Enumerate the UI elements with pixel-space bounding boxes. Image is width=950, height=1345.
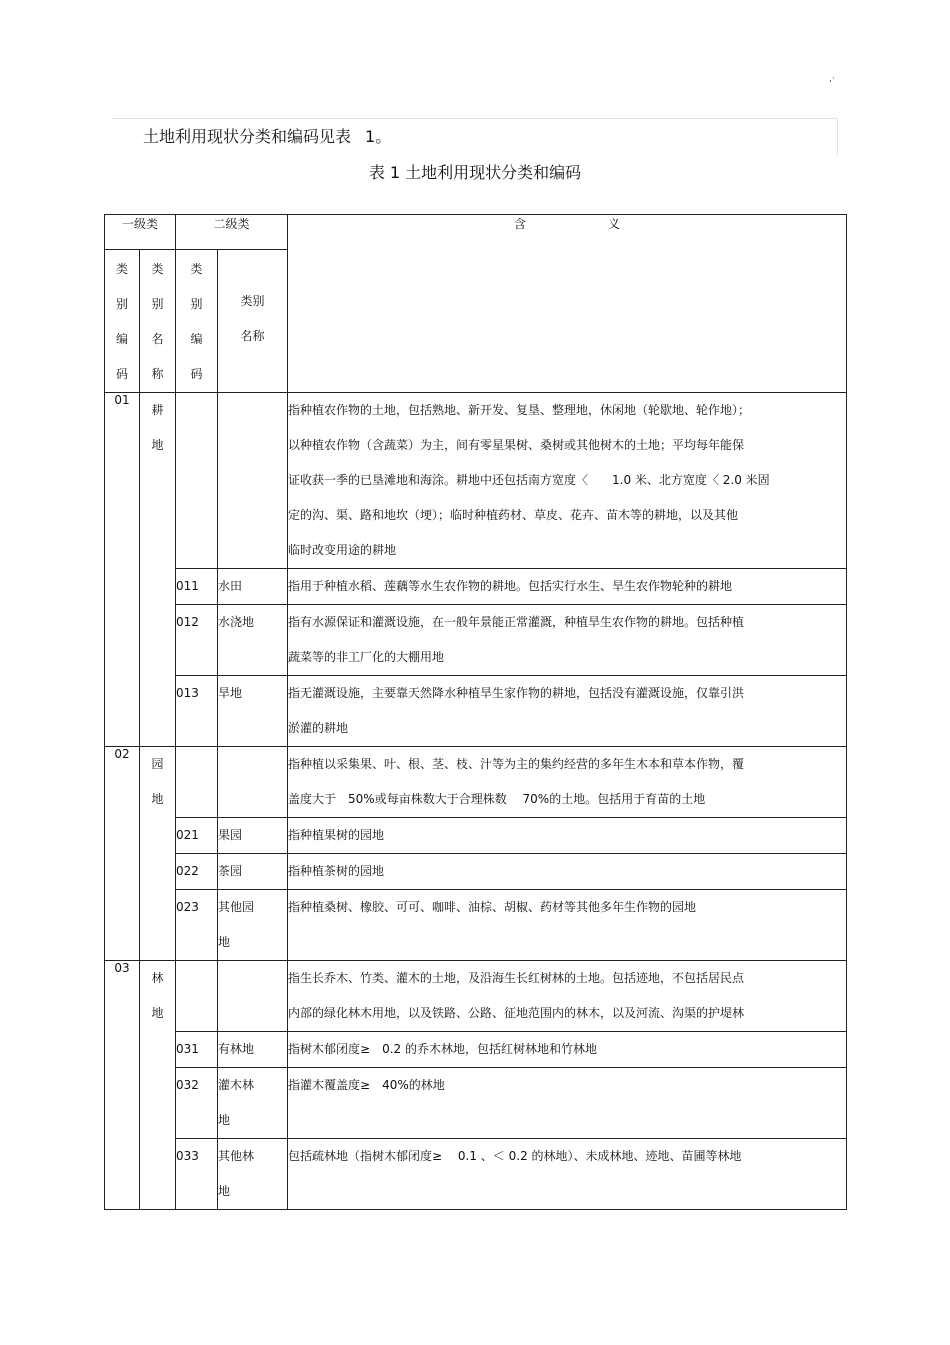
header-meaning bbox=[288, 215, 847, 393]
table-row bbox=[105, 1068, 847, 1139]
definition-line: 指用于种植水稻、莲藕等水生农作物的耕地。包括实行水生、旱生农作物轮种的耕地 bbox=[288, 579, 733, 593]
definition-line: 指灌木覆盖度≥ 40%的林地 bbox=[288, 1078, 445, 1092]
table-row bbox=[105, 393, 847, 569]
header-char: 别 bbox=[151, 297, 164, 311]
land-use-table bbox=[104, 214, 847, 1210]
group-name-char: 地 bbox=[151, 438, 164, 452]
group-code: 01 bbox=[105, 393, 140, 747]
definition-line: 指种植茶树的园地 bbox=[288, 864, 385, 878]
sub-name-line: 水田 bbox=[218, 579, 243, 593]
empty-cell bbox=[176, 961, 218, 1032]
sub-definition bbox=[288, 818, 847, 854]
definition-line: 指种植果树的园地 bbox=[288, 828, 385, 842]
definition-line: 临时改变用途的耕地 bbox=[288, 543, 397, 557]
group-name-char: 林 bbox=[151, 971, 164, 985]
definition-line: 指种植桑树、橡胶、可可、咖啡、油棕、胡椒、药材等其他多年生作物的园地 bbox=[288, 900, 697, 914]
table-row bbox=[105, 961, 847, 1032]
sub-definition bbox=[288, 854, 847, 890]
header-l2-name bbox=[218, 250, 288, 393]
table-row bbox=[105, 854, 847, 890]
definition-line: 证收获一季的已垦滩地和海涂。耕地中还包括南方宽度〈 1.0 米、北方宽度〈 2.0 米固 bbox=[288, 473, 770, 487]
sub-code: 021 bbox=[176, 818, 218, 854]
sub-code: 033 bbox=[176, 1139, 218, 1210]
definition-line: 以种植农作物（含蔬菜）为主，间有零星果树、桑树或其他树木的土地；平均每年能保 bbox=[288, 438, 745, 452]
empty-cell bbox=[218, 393, 288, 569]
group-name-char: 园 bbox=[151, 757, 164, 771]
intro-table-ref: 1。 bbox=[365, 127, 392, 146]
intro-text: 土地利用现状分类和编码见表 bbox=[143, 127, 352, 146]
sub-definition bbox=[288, 1032, 847, 1068]
empty-cell bbox=[218, 747, 288, 818]
sub-name-line: 地 bbox=[218, 1113, 231, 1127]
sub-name-line: 有林地 bbox=[218, 1042, 255, 1056]
corner-mark: ,· bbox=[829, 74, 835, 84]
group-name-char: 地 bbox=[151, 1006, 164, 1020]
sub-name bbox=[218, 1139, 288, 1210]
sub-name bbox=[218, 605, 288, 676]
header-char: 码 bbox=[190, 367, 203, 381]
definition-line: 定的沟、渠、路和地坎（埂）；临时种植药材、草皮、花卉、苗木等的耕地，以及其他 bbox=[288, 508, 739, 522]
group-name-char: 地 bbox=[151, 792, 164, 806]
sub-code: 032 bbox=[176, 1068, 218, 1139]
sub-name bbox=[218, 854, 288, 890]
definition-line: 淤灌的耕地 bbox=[288, 721, 349, 735]
empty-cell bbox=[176, 747, 218, 818]
sub-code: 011 bbox=[176, 569, 218, 605]
header-char: 别 bbox=[115, 297, 128, 311]
header-char: 类 bbox=[115, 262, 128, 276]
sub-name-line: 其他园 bbox=[218, 900, 255, 914]
table-row bbox=[105, 569, 847, 605]
group-name-char: 耕 bbox=[151, 403, 164, 417]
header-level2: 二级类 bbox=[176, 215, 288, 250]
header-char: 类别 bbox=[240, 294, 265, 308]
group-definition bbox=[288, 961, 847, 1032]
sub-name bbox=[218, 676, 288, 747]
sub-name-line: 其他林 bbox=[218, 1149, 255, 1163]
definition-line: 指有水源保证和灌溉设施，在一般年景能正常灌溉，种植旱生农作物的耕地。包括种植 bbox=[288, 615, 745, 629]
header-char: 别 bbox=[190, 297, 203, 311]
header-meaning-b: 义 bbox=[608, 217, 621, 231]
header-level1: 一级类 bbox=[105, 215, 176, 250]
sub-definition bbox=[288, 605, 847, 676]
group-name bbox=[140, 393, 176, 747]
sub-name-line: 果园 bbox=[218, 828, 243, 842]
header-char: 编 bbox=[190, 332, 203, 346]
definition-line: 内部的绿化林木用地，以及铁路、公路、征地范围内的林木，以及河流、沟渠的护堤林 bbox=[288, 1006, 745, 1020]
header-char: 码 bbox=[115, 367, 128, 381]
definition-line: 指树木郁闭度≥ 0.2 的乔木林地，包括红树林地和竹林地 bbox=[288, 1042, 597, 1056]
sub-code: 012 bbox=[176, 605, 218, 676]
group-code: 03 bbox=[105, 961, 140, 1210]
table-row bbox=[105, 890, 847, 961]
header-char: 名称 bbox=[240, 329, 265, 343]
sub-definition bbox=[288, 569, 847, 605]
definition-line: 包括疏林地（指树木郁闭度≥ 0.1 、＜ 0.2 的林地）、未成林地、迹地、苗圃等林地 bbox=[288, 1149, 742, 1163]
sub-name-line: 地 bbox=[218, 1184, 231, 1198]
group-name bbox=[140, 961, 176, 1210]
table-row bbox=[105, 1032, 847, 1068]
sub-name-line: 灌木林 bbox=[218, 1078, 255, 1092]
header-l2-code bbox=[176, 250, 218, 393]
header-l1-name bbox=[140, 250, 176, 393]
table-row bbox=[105, 1139, 847, 1210]
header-char: 称 bbox=[151, 367, 164, 381]
header-char: 类 bbox=[151, 262, 164, 276]
sub-definition bbox=[288, 890, 847, 961]
header-char: 编 bbox=[115, 332, 128, 346]
group-definition bbox=[288, 747, 847, 818]
empty-cell bbox=[176, 393, 218, 569]
table-row bbox=[105, 747, 847, 818]
table-row bbox=[105, 605, 847, 676]
table-row bbox=[105, 676, 847, 747]
sub-definition bbox=[288, 676, 847, 747]
table-row bbox=[105, 818, 847, 854]
definition-line: 盖度大于 50%或每亩株数大于合理株数 70%的土地。包括用于育苗的土地 bbox=[288, 792, 706, 806]
header-l1-code bbox=[105, 250, 140, 393]
definition-line: 指种植以采集果、叶、根、茎、枝、汁等为主的集约经营的多年生木本和草本作物，覆 bbox=[288, 757, 745, 771]
group-definition bbox=[288, 393, 847, 569]
definition-line: 指生长乔木、竹类、灌木的土地，及沿海生长红树林的土地。包括迹地，不包括居民点 bbox=[288, 971, 745, 985]
sub-name bbox=[218, 890, 288, 961]
header-row-levels bbox=[105, 215, 847, 250]
sub-name-line: 旱地 bbox=[218, 686, 243, 700]
sub-definition bbox=[288, 1139, 847, 1210]
sub-name-line: 茶园 bbox=[218, 864, 243, 878]
header-meaning-a: 含 bbox=[514, 217, 527, 231]
sub-code: 013 bbox=[176, 676, 218, 747]
sub-name-line: 地 bbox=[218, 935, 231, 949]
sub-name bbox=[218, 1068, 288, 1139]
sub-code: 022 bbox=[176, 854, 218, 890]
sub-name-line: 水浇地 bbox=[218, 615, 255, 629]
sub-definition bbox=[288, 1068, 847, 1139]
definition-line: 指无灌溉设施，主要靠天然降水种植旱生家作物的耕地，包括没有灌溉设施，仅靠引洪 bbox=[288, 686, 745, 700]
header-char: 类 bbox=[190, 262, 203, 276]
group-name bbox=[140, 747, 176, 961]
definition-line: 指种植农作物的土地，包括熟地、新开发、复垦、整理地，休闲地（轮歇地、轮作地）； bbox=[288, 403, 751, 417]
group-code: 02 bbox=[105, 747, 140, 961]
header-char: 名 bbox=[151, 332, 164, 346]
sub-name bbox=[218, 569, 288, 605]
sub-code: 031 bbox=[176, 1032, 218, 1068]
right-rule bbox=[837, 118, 838, 155]
top-rule bbox=[112, 118, 838, 119]
table-title: 表 1 土地利用现状分类和编码 bbox=[368, 163, 582, 182]
sub-name bbox=[218, 818, 288, 854]
intro-line bbox=[143, 124, 391, 147]
empty-cell bbox=[218, 961, 288, 1032]
definition-line: 蔬菜等的非工厂化的大棚用地 bbox=[288, 650, 445, 664]
sub-name bbox=[218, 1032, 288, 1068]
sub-code: 023 bbox=[176, 890, 218, 961]
